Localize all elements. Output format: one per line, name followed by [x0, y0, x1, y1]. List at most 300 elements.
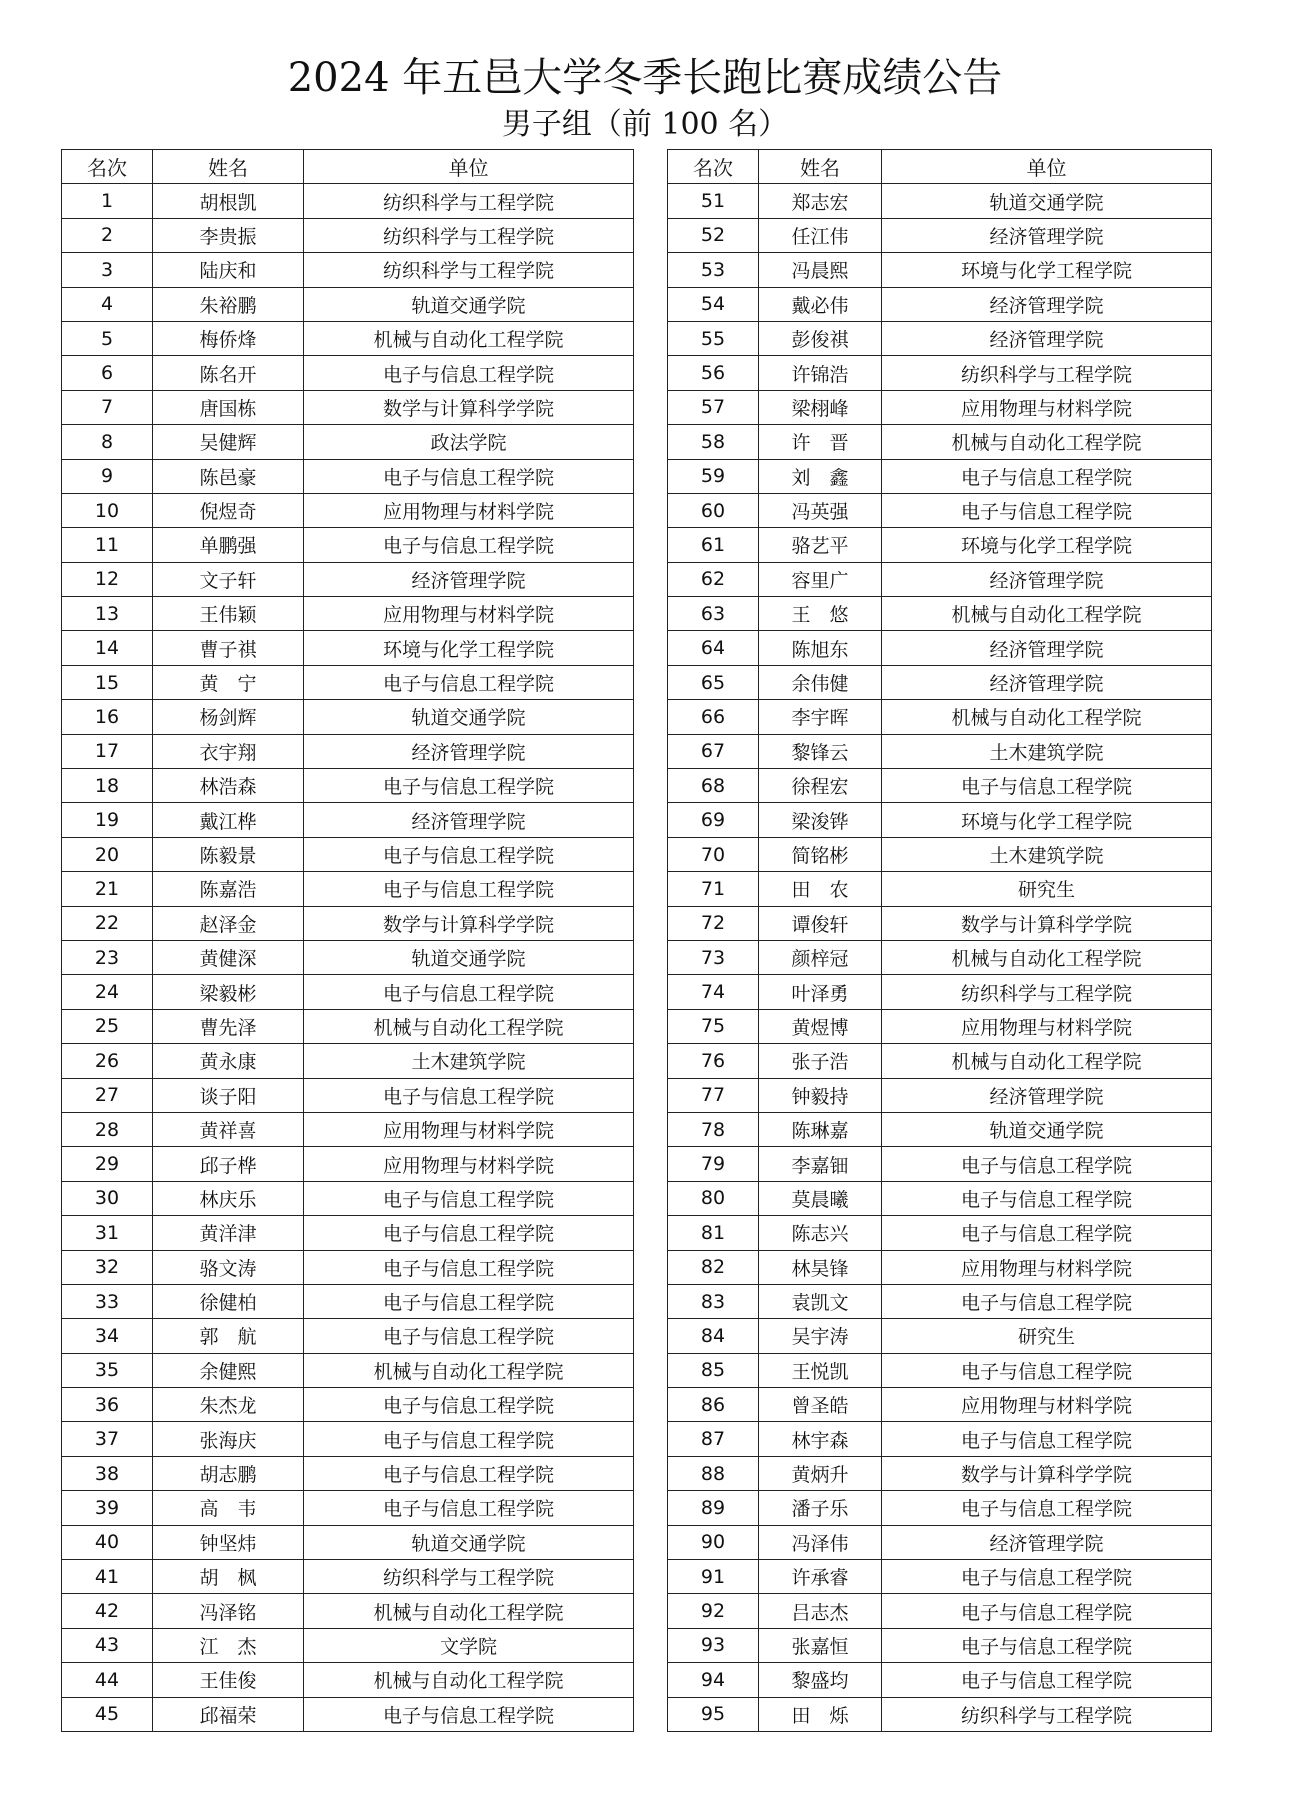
rank-header: 名次: [668, 150, 759, 184]
rank-cell: 30: [62, 1181, 153, 1215]
table-row: [62, 218, 634, 252]
unit-cell: 电子与信息工程学院: [882, 1491, 1212, 1525]
table-row: [62, 493, 634, 527]
table-row: [62, 425, 634, 459]
rank-cell: 17: [62, 734, 153, 768]
rank-cell: 80: [668, 1181, 759, 1215]
rank-cell: 15: [62, 665, 153, 699]
rank-cell: 91: [668, 1560, 759, 1594]
unit-cell: 纺织科学与工程学院: [882, 1697, 1212, 1731]
table-row: [668, 1181, 1212, 1215]
rank-cell: 45: [62, 1697, 153, 1731]
unit-cell: 经济管理学院: [882, 665, 1212, 699]
name-cell: 吕志杰: [759, 1594, 882, 1628]
table-row: [62, 1663, 634, 1697]
unit-cell: 机械与自动化工程学院: [882, 597, 1212, 631]
rank-cell: 51: [668, 184, 759, 218]
unit-cell: 环境与化学工程学院: [882, 253, 1212, 287]
table-row: [668, 1697, 1212, 1731]
unit-cell: 文学院: [304, 1628, 634, 1662]
table-row: [668, 287, 1212, 321]
table-row: [62, 700, 634, 734]
name-cell: 邱子桦: [153, 1147, 304, 1181]
unit-cell: 纺织科学与工程学院: [882, 975, 1212, 1009]
rank-cell: 69: [668, 803, 759, 837]
rank-cell: 44: [62, 1663, 153, 1697]
table-row: [62, 1078, 634, 1112]
table-row: [668, 872, 1212, 906]
table-row: [668, 459, 1212, 493]
name-cell: 骆艺平: [759, 528, 882, 562]
unit-cell: 机械与自动化工程学院: [304, 1663, 634, 1697]
rank-cell: 3: [62, 253, 153, 287]
rank-cell: 20: [62, 837, 153, 871]
rank-cell: 10: [62, 493, 153, 527]
name-cell: 林浩森: [153, 769, 304, 803]
rank-cell: 1: [62, 184, 153, 218]
name-cell: 冯英强: [759, 493, 882, 527]
rank-cell: 40: [62, 1525, 153, 1559]
unit-cell: 数学与计算科学学院: [882, 906, 1212, 940]
unit-cell: 机械与自动化工程学院: [882, 1044, 1212, 1078]
table-row: [62, 665, 634, 699]
table-row: [62, 803, 634, 837]
table-row: [62, 1388, 634, 1422]
table-row: [668, 1594, 1212, 1628]
unit-cell: 电子与信息工程学院: [304, 1078, 634, 1112]
table-row: [62, 975, 634, 1009]
unit-cell: 电子与信息工程学院: [882, 1560, 1212, 1594]
table-row: [62, 1250, 634, 1284]
rank-cell: 11: [62, 528, 153, 562]
table-row: [62, 562, 634, 596]
rank-cell: 71: [668, 872, 759, 906]
table-row: [668, 940, 1212, 974]
unit-header: 单位: [304, 150, 634, 184]
name-cell: 黄健深: [153, 940, 304, 974]
table-row: [668, 1112, 1212, 1146]
table-row: [62, 287, 634, 321]
name-cell: 林昊锋: [759, 1250, 882, 1284]
rank-cell: 67: [668, 734, 759, 768]
unit-cell: 经济管理学院: [304, 562, 634, 596]
name-cell: 谭俊轩: [759, 906, 882, 940]
rank-cell: 87: [668, 1422, 759, 1456]
unit-cell: 应用物理与材料学院: [304, 493, 634, 527]
unit-cell: 电子与信息工程学院: [304, 1456, 634, 1490]
unit-cell: 应用物理与材料学院: [882, 1009, 1212, 1043]
rank-cell: 62: [668, 562, 759, 596]
table-row: [62, 1456, 634, 1490]
name-cell: 徐健柏: [153, 1284, 304, 1318]
unit-cell: 电子与信息工程学院: [304, 975, 634, 1009]
unit-cell: 电子与信息工程学院: [882, 1147, 1212, 1181]
rank-cell: 13: [62, 597, 153, 631]
name-cell: 骆文涛: [153, 1250, 304, 1284]
unit-cell: 轨道交通学院: [304, 287, 634, 321]
table-row: [668, 1147, 1212, 1181]
table-row: [668, 1216, 1212, 1250]
table-row: [668, 218, 1212, 252]
unit-cell: 数学与计算科学学院: [882, 1456, 1212, 1490]
table-row: [62, 837, 634, 871]
unit-cell: 机械与自动化工程学院: [304, 1353, 634, 1387]
unit-cell: 电子与信息工程学院: [882, 493, 1212, 527]
name-cell: 黄煜博: [759, 1009, 882, 1043]
unit-cell: 土木建筑学院: [882, 734, 1212, 768]
unit-cell: 电子与信息工程学院: [304, 1284, 634, 1318]
rank-cell: 19: [62, 803, 153, 837]
rank-cell: 27: [62, 1078, 153, 1112]
rank-cell: 35: [62, 1353, 153, 1387]
rank-cell: 8: [62, 425, 153, 459]
table-row: [668, 1353, 1212, 1387]
results-table-left: [61, 149, 634, 1732]
rank-cell: 74: [668, 975, 759, 1009]
name-cell: 颜梓冠: [759, 940, 882, 974]
rank-cell: 52: [668, 218, 759, 252]
name-cell: 余伟健: [759, 665, 882, 699]
rank-cell: 76: [668, 1044, 759, 1078]
rank-cell: 81: [668, 1216, 759, 1250]
table-row: [62, 1594, 634, 1628]
rank-header: 名次: [62, 150, 153, 184]
header-row: [62, 150, 634, 184]
rank-cell: 68: [668, 769, 759, 803]
table-row: [668, 493, 1212, 527]
table-row: [62, 184, 634, 218]
table-row: [62, 1422, 634, 1456]
rank-cell: 84: [668, 1319, 759, 1353]
rank-cell: 38: [62, 1456, 153, 1490]
table-row: [668, 734, 1212, 768]
name-cell: 陈琳嘉: [759, 1112, 882, 1146]
name-cell: 陈邑豪: [153, 459, 304, 493]
rank-cell: 63: [668, 597, 759, 631]
rank-cell: 6: [62, 356, 153, 390]
unit-cell: 电子与信息工程学院: [304, 459, 634, 493]
name-cell: 曹先泽: [153, 1009, 304, 1043]
unit-cell: 纺织科学与工程学院: [304, 184, 634, 218]
name-cell: 简铭彬: [759, 837, 882, 871]
rank-cell: 26: [62, 1044, 153, 1078]
table-row: [668, 184, 1212, 218]
table-row: [668, 1422, 1212, 1456]
unit-cell: 电子与信息工程学院: [304, 665, 634, 699]
page-title: 2024 年五邑大学冬季长跑比赛成绩公告: [287, 55, 1003, 101]
rank-cell: 55: [668, 321, 759, 355]
unit-cell: 土木建筑学院: [882, 837, 1212, 871]
name-cell: 黄洋津: [153, 1216, 304, 1250]
table-row: [62, 940, 634, 974]
table-row: [668, 562, 1212, 596]
rank-cell: 33: [62, 1284, 153, 1318]
unit-cell: 研究生: [882, 872, 1212, 906]
unit-cell: 纺织科学与工程学院: [304, 253, 634, 287]
unit-cell: 电子与信息工程学院: [304, 1319, 634, 1353]
name-cell: 陈嘉浩: [153, 872, 304, 906]
table-row: [668, 1663, 1212, 1697]
unit-cell: 电子与信息工程学院: [304, 1422, 634, 1456]
results-table-right: [667, 149, 1212, 1732]
rank-cell: 25: [62, 1009, 153, 1043]
name-cell: 张嘉恒: [759, 1628, 882, 1662]
rank-cell: 32: [62, 1250, 153, 1284]
unit-cell: 电子与信息工程学院: [304, 1491, 634, 1525]
rank-cell: 29: [62, 1147, 153, 1181]
unit-cell: 轨道交通学院: [304, 940, 634, 974]
rank-cell: 34: [62, 1319, 153, 1353]
table-row: [668, 803, 1212, 837]
rank-cell: 83: [668, 1284, 759, 1318]
unit-cell: 经济管理学院: [882, 1078, 1212, 1112]
rank-cell: 60: [668, 493, 759, 527]
table-row: [62, 1353, 634, 1387]
unit-cell: 环境与化学工程学院: [304, 631, 634, 665]
rank-cell: 37: [62, 1422, 153, 1456]
name-cell: 胡 枫: [153, 1560, 304, 1594]
unit-cell: 电子与信息工程学院: [304, 528, 634, 562]
table-row: [62, 1112, 634, 1146]
name-cell: 杨剑辉: [153, 700, 304, 734]
unit-cell: 电子与信息工程学院: [304, 872, 634, 906]
unit-cell: 环境与化学工程学院: [882, 803, 1212, 837]
rank-cell: 56: [668, 356, 759, 390]
name-cell: 吴健辉: [153, 425, 304, 459]
table-row: [62, 390, 634, 424]
table-row: [62, 1216, 634, 1250]
unit-cell: 应用物理与材料学院: [304, 1112, 634, 1146]
table-row: [668, 425, 1212, 459]
rank-cell: 23: [62, 940, 153, 974]
rank-cell: 21: [62, 872, 153, 906]
name-cell: 梁毅彬: [153, 975, 304, 1009]
unit-cell: 电子与信息工程学院: [882, 1216, 1212, 1250]
name-cell: 单鹏强: [153, 528, 304, 562]
unit-cell: 应用物理与材料学院: [304, 1147, 634, 1181]
table-row: [62, 1009, 634, 1043]
name-cell: 王伟颖: [153, 597, 304, 631]
table-row: [62, 1628, 634, 1662]
name-cell: 赵泽金: [153, 906, 304, 940]
table-row: [62, 321, 634, 355]
name-cell: 彭俊祺: [759, 321, 882, 355]
name-cell: 戴必伟: [759, 287, 882, 321]
table-row: [668, 1044, 1212, 1078]
name-cell: 郑志宏: [759, 184, 882, 218]
rank-cell: 43: [62, 1628, 153, 1662]
rank-cell: 90: [668, 1525, 759, 1559]
table-row: [62, 1284, 634, 1318]
unit-cell: 轨道交通学院: [304, 1525, 634, 1559]
name-cell: 王 悠: [759, 597, 882, 631]
rank-cell: 5: [62, 321, 153, 355]
table-row: [668, 1284, 1212, 1318]
name-cell: 王悦凯: [759, 1353, 882, 1387]
name-cell: 刘 鑫: [759, 459, 882, 493]
name-cell: 袁凯文: [759, 1284, 882, 1318]
table-row: [62, 906, 634, 940]
table-row: [62, 253, 634, 287]
unit-cell: 应用物理与材料学院: [882, 390, 1212, 424]
name-cell: 田 烁: [759, 1697, 882, 1731]
rank-cell: 28: [62, 1112, 153, 1146]
table-row: [668, 597, 1212, 631]
header-row: [668, 150, 1212, 184]
rank-cell: 24: [62, 975, 153, 1009]
name-cell: 冯泽铭: [153, 1594, 304, 1628]
unit-cell: 电子与信息工程学院: [882, 1353, 1212, 1387]
rank-cell: 42: [62, 1594, 153, 1628]
unit-cell: 机械与自动化工程学院: [882, 425, 1212, 459]
unit-cell: 机械与自动化工程学院: [304, 1009, 634, 1043]
unit-cell: 纺织科学与工程学院: [304, 1560, 634, 1594]
table-row: [668, 1560, 1212, 1594]
table-row: [668, 975, 1212, 1009]
page-subtitle: 男子组（前 100 名）: [501, 107, 789, 142]
name-cell: 叶泽勇: [759, 975, 882, 1009]
rank-cell: 31: [62, 1216, 153, 1250]
table-row: [668, 390, 1212, 424]
unit-header: 单位: [882, 150, 1212, 184]
unit-cell: 电子与信息工程学院: [882, 1628, 1212, 1662]
unit-cell: 轨道交通学院: [304, 700, 634, 734]
name-cell: 田 农: [759, 872, 882, 906]
name-cell: 胡志鹏: [153, 1456, 304, 1490]
rank-cell: 7: [62, 390, 153, 424]
rank-cell: 4: [62, 287, 153, 321]
name-cell: 任江伟: [759, 218, 882, 252]
rank-cell: 58: [668, 425, 759, 459]
table-row: [668, 1491, 1212, 1525]
name-cell: 林庆乐: [153, 1181, 304, 1215]
unit-cell: 应用物理与材料学院: [882, 1250, 1212, 1284]
rank-cell: 14: [62, 631, 153, 665]
name-cell: 谈子阳: [153, 1078, 304, 1112]
name-cell: 余健熙: [153, 1353, 304, 1387]
name-cell: 梅侨烽: [153, 321, 304, 355]
unit-cell: 政法学院: [304, 425, 634, 459]
name-cell: 张海庆: [153, 1422, 304, 1456]
unit-cell: 机械与自动化工程学院: [882, 940, 1212, 974]
name-cell: 钟毅持: [759, 1078, 882, 1112]
table-row: [668, 906, 1212, 940]
rank-cell: 57: [668, 390, 759, 424]
name-cell: 王佳俊: [153, 1663, 304, 1697]
table-row: [668, 1628, 1212, 1662]
table-row: [668, 1078, 1212, 1112]
unit-cell: 应用物理与材料学院: [304, 597, 634, 631]
rank-cell: 73: [668, 940, 759, 974]
table-row: [668, 253, 1212, 287]
table-row: [62, 459, 634, 493]
unit-cell: 电子与信息工程学院: [882, 459, 1212, 493]
rank-cell: 61: [668, 528, 759, 562]
unit-cell: 经济管理学院: [882, 562, 1212, 596]
table-row: [62, 597, 634, 631]
name-cell: 邱福荣: [153, 1697, 304, 1731]
table-row: [62, 1181, 634, 1215]
table-row: [62, 872, 634, 906]
name-cell: 吴宇涛: [759, 1319, 882, 1353]
name-cell: 莫晨曦: [759, 1181, 882, 1215]
rank-cell: 82: [668, 1250, 759, 1284]
unit-cell: 数学与计算科学学院: [304, 906, 634, 940]
rank-cell: 78: [668, 1112, 759, 1146]
name-cell: 倪煜奇: [153, 493, 304, 527]
name-cell: 江 杰: [153, 1628, 304, 1662]
unit-cell: 电子与信息工程学院: [304, 1388, 634, 1422]
unit-cell: 经济管理学院: [304, 803, 634, 837]
unit-cell: 纺织科学与工程学院: [304, 218, 634, 252]
table-row: [668, 528, 1212, 562]
name-cell: 唐国栋: [153, 390, 304, 424]
name-cell: 陈志兴: [759, 1216, 882, 1250]
name-cell: 陈名开: [153, 356, 304, 390]
table-row: [668, 1250, 1212, 1284]
table-row: [62, 1319, 634, 1353]
rank-cell: 53: [668, 253, 759, 287]
unit-cell: 机械与自动化工程学院: [304, 321, 634, 355]
name-cell: 陈旭东: [759, 631, 882, 665]
rank-cell: 75: [668, 1009, 759, 1043]
table-row: [62, 734, 634, 768]
name-cell: 文子轩: [153, 562, 304, 596]
name-cell: 衣宇翔: [153, 734, 304, 768]
name-cell: 黄炳升: [759, 1456, 882, 1490]
rank-cell: 18: [62, 769, 153, 803]
unit-cell: 机械与自动化工程学院: [304, 1594, 634, 1628]
table-row: [668, 837, 1212, 871]
rank-cell: 59: [668, 459, 759, 493]
unit-cell: 经济管理学院: [882, 218, 1212, 252]
rank-cell: 41: [62, 1560, 153, 1594]
name-cell: 钟坚炜: [153, 1525, 304, 1559]
table-row: [668, 769, 1212, 803]
table-row: [62, 631, 634, 665]
name-cell: 曾圣皓: [759, 1388, 882, 1422]
unit-cell: 电子与信息工程学院: [304, 1697, 634, 1731]
name-cell: 徐程宏: [759, 769, 882, 803]
name-cell: 张子浩: [759, 1044, 882, 1078]
rank-cell: 36: [62, 1388, 153, 1422]
table-row: [668, 631, 1212, 665]
name-cell: 容里广: [759, 562, 882, 596]
unit-cell: 经济管理学院: [304, 734, 634, 768]
rank-cell: 85: [668, 1353, 759, 1387]
name-cell: 黄 宁: [153, 665, 304, 699]
rank-cell: 70: [668, 837, 759, 871]
rank-cell: 12: [62, 562, 153, 596]
table-row: [668, 1009, 1212, 1043]
unit-cell: 环境与化学工程学院: [882, 528, 1212, 562]
name-cell: 黎锋云: [759, 734, 882, 768]
unit-cell: 电子与信息工程学院: [882, 1422, 1212, 1456]
unit-cell: 电子与信息工程学院: [304, 1250, 634, 1284]
unit-cell: 电子与信息工程学院: [304, 1216, 634, 1250]
unit-cell: 电子与信息工程学院: [304, 356, 634, 390]
name-cell: 李嘉钿: [759, 1147, 882, 1181]
name-cell: 曹子祺: [153, 631, 304, 665]
name-cell: 林宇森: [759, 1422, 882, 1456]
name-cell: 高 韦: [153, 1491, 304, 1525]
unit-cell: 轨道交通学院: [882, 1112, 1212, 1146]
unit-cell: 电子与信息工程学院: [882, 1284, 1212, 1318]
name-cell: 李贵振: [153, 218, 304, 252]
name-cell: 郭 航: [153, 1319, 304, 1353]
table-row: [62, 1147, 634, 1181]
unit-cell: 数学与计算科学学院: [304, 390, 634, 424]
